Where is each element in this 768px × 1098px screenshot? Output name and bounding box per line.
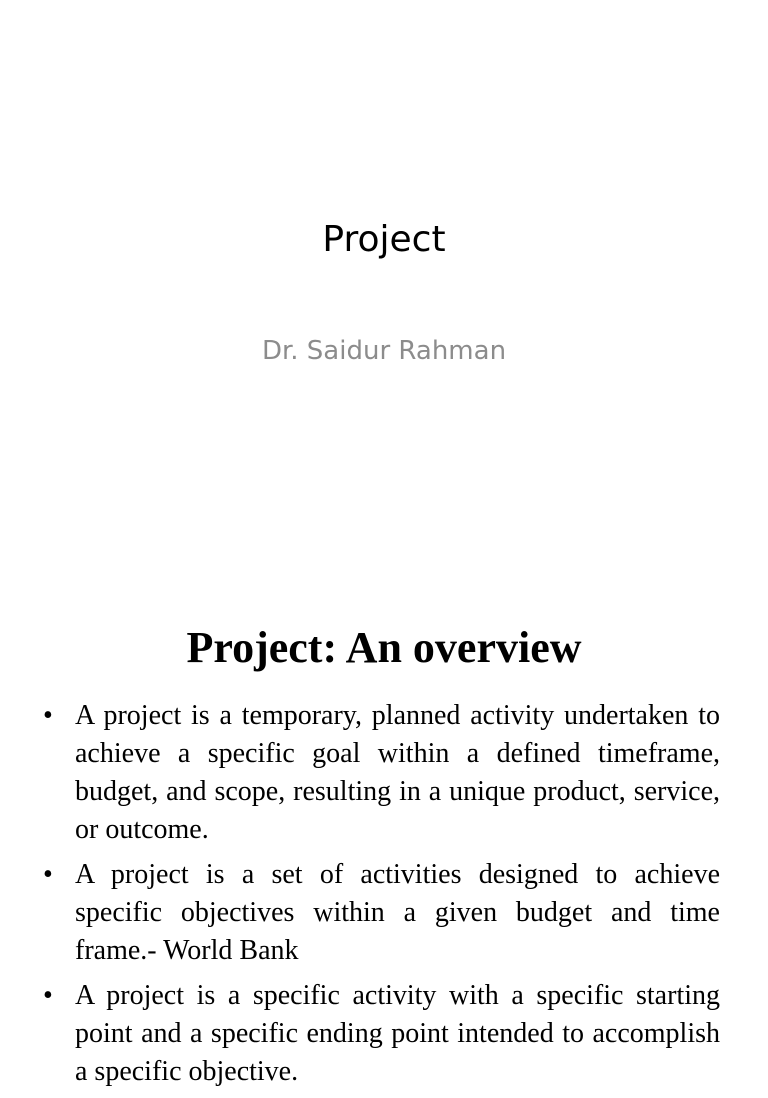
bullet-dot-icon: • bbox=[43, 980, 53, 1011]
bullet-dot-icon: • bbox=[43, 859, 53, 890]
bullet-text: A project is a temporary, planned activity undertaken to achieve a specific goal within a defined timeframe, budget, and scope, resulting in a unique product, service, or outcome. bbox=[75, 700, 720, 845]
bullet-item-2 bbox=[40, 856, 720, 970]
title-slide-title: Project bbox=[322, 219, 446, 260]
title-slide-subtitle: Dr. Saidur Rahman bbox=[261, 336, 507, 366]
bullet-item-3 bbox=[40, 977, 720, 1091]
bullet-text: A project is a set of activities designed to achieve specific objectives within a given budget and time frame.- World Bank bbox=[75, 859, 720, 966]
overview-heading: Project: An overview bbox=[186, 623, 582, 672]
bullet-dot-icon: • bbox=[43, 700, 53, 731]
overview-bullet-list bbox=[40, 697, 720, 1098]
bullet-text: A project is a specific activity with a specific starting point and a specific ending point intended to accomplish a specific objective. bbox=[75, 980, 720, 1087]
bullet-item-1 bbox=[40, 697, 720, 849]
